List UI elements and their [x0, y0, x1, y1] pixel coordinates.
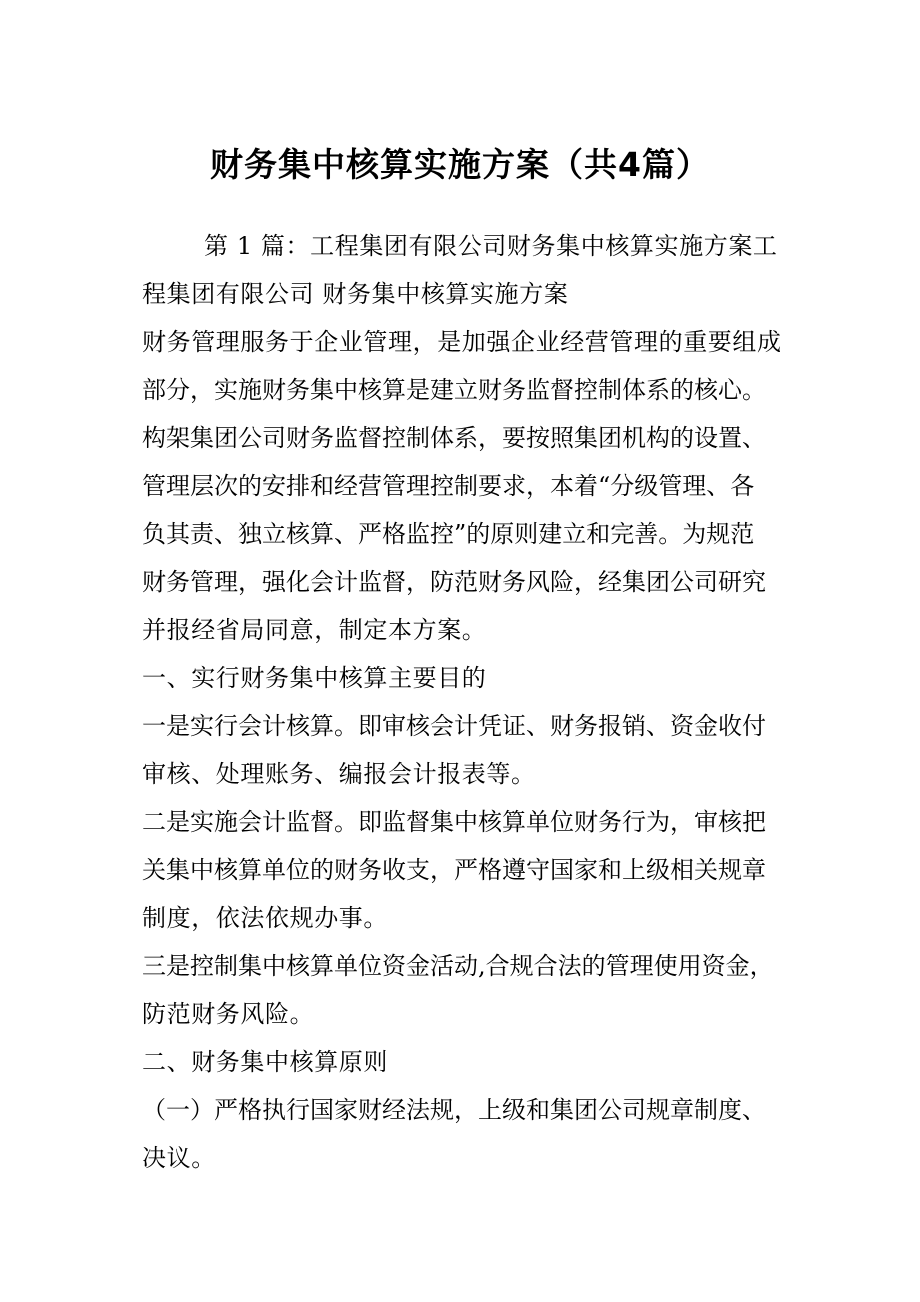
text-line: 程集团有限公司 财务集中核算实施方案: [142, 280, 569, 308]
text-line: 审核、处理账务、编报会计报表等。: [142, 760, 536, 788]
text-line: 决议。: [142, 1144, 216, 1172]
section-heading: 二、财务集中核算原则: [142, 1048, 388, 1076]
text-line: 第 1 篇：工程集团有限公司财务集中核算实施方案工: [204, 232, 778, 260]
text-line: 防范财务风险。: [142, 1000, 315, 1028]
text-line: 财务管理服务于企业管理，是加强企业经营管理的重要组成: [142, 328, 782, 356]
text-line: 三是控制集中核算单位资金活动,合规合法的管理使用资金，: [142, 952, 774, 980]
text-line: 关集中核算单位的财务收支，严格遵守国家和上级相关规章: [142, 856, 766, 884]
text-line: （一）严格执行国家财经法规，上级和集团公司规章制度、: [142, 1096, 766, 1124]
document-body: [142, 222, 782, 1182]
text-line: 二是实施会计监督。即监督集中核算单位财务行为，审核把: [142, 808, 766, 836]
document-title: 财务集中核算实施方案（共4篇）: [210, 145, 710, 184]
text-line: 财务管理，强化会计监督，防范财务风险，经集团公司研究: [142, 568, 766, 596]
text-line: 制度，依法依规办事。: [142, 904, 388, 932]
text-line: 负其责、独立核算、严格监控”的原则建立和完善。为规范: [142, 520, 755, 548]
text-line: 并报经省局同意，制定本方案。: [142, 616, 487, 644]
text-line: 管理层次的安排和经营管理控制要求，本着“分级管理、各: [142, 472, 755, 500]
text-line: 部分，实施财务集中核算是建立财务监督控制体系的核心。: [142, 376, 766, 404]
text-line: 构架集团公司财务监督控制体系，要按照集团机构的设置、: [142, 424, 766, 452]
text-line: 一是实行会计核算。即审核会计凭证、财务报销、资金收付: [142, 712, 766, 740]
section-heading: 一、实行财务集中核算主要目的: [142, 664, 487, 692]
